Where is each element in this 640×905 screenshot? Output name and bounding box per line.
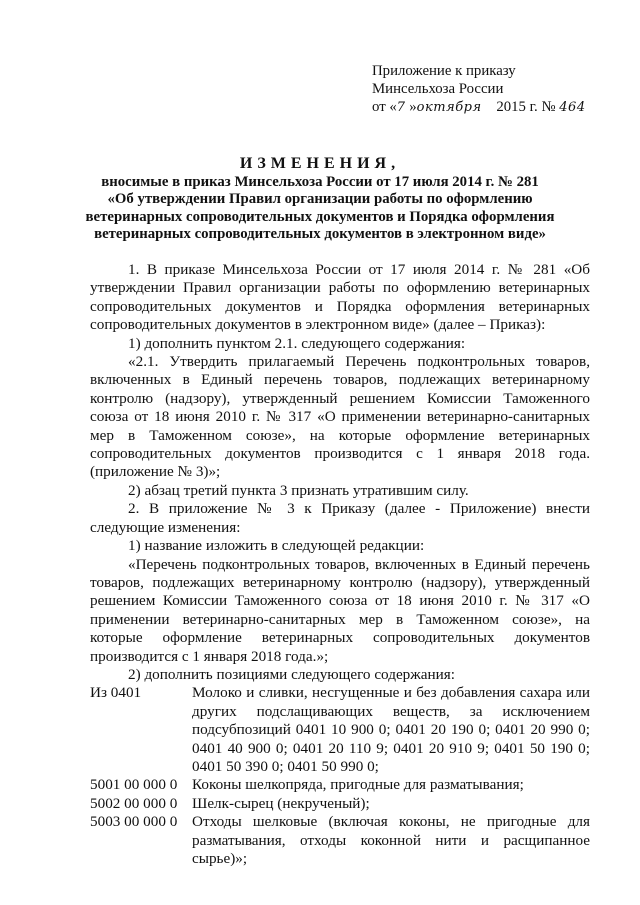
position-row <box>90 795 590 813</box>
heading-title: ИЗМЕНЕНИЯ, <box>239 155 401 172</box>
paragraph-3: «2.1. Утвердить прилагаемый Перечень подконтрольных товаров, включенных в Единый перечень товаров, подлежащих ветеринарному контролю (надзору), утвержденный решением Комиссии Таможенного союза от 18 июня 2010 г. № 317 «О применении ветеринарно-санитарных мер в Таможенном союзе», на которые оформление ветеринарных сопроводительных документов производится с 1 января 2018 года. (приложение № 3)»; <box>90 353 590 481</box>
paragraph-7: «Перечень подконтрольных товаров, включенных в Единый перечень товаров, подлежащих ветеринарному контролю (надзору), утвержденный решением Комиссии Таможенного союза от 18 июня 2010 г. № 317 «О применении ветеринарно-санитарных мер в Таможенном союзе», на которые оформление ветеринарных сопроводительных документов производится с 1 января 2018 года.»; <box>90 555 590 665</box>
annex-line-1: Приложение к приказу <box>372 63 516 79</box>
handwritten-number: 464 <box>559 100 586 115</box>
annex-line-2: Минсельхоза России <box>372 81 504 97</box>
position-code: 5002 00 000 0 <box>90 794 178 812</box>
heading-line-5: ветеринарных сопроводительных документов в электронном виде» <box>94 226 546 243</box>
paragraph-2: 1) дополнить пунктом 2.1. следующего содержания: <box>128 334 466 352</box>
document-heading <box>80 155 560 244</box>
position-description: Коконы шелкопряда, пригодные для разматывания; <box>192 776 524 794</box>
paragraph-6: 1) название изложить в следующей редакции: <box>128 537 425 555</box>
heading-line-2: вносимые в приказ Минсельхоза России от 17 июля 2014 г. № 281 <box>101 173 539 190</box>
heading-line-3: «Об утверждении Правил организации работы по оформлению <box>107 191 533 208</box>
position-code: 5003 00 000 0 <box>90 813 178 831</box>
paragraph-4: 2) абзац третий пункта 3 признать утратившим силу. <box>128 481 469 499</box>
position-description: Отходы шелковые (включая коконы, не пригодные для разматывания, отходы коконной нити и расщипанное сырье)»; <box>192 813 590 867</box>
handwritten-month: октября <box>416 100 482 115</box>
position-row <box>90 813 590 868</box>
annex-date-line <box>372 98 612 117</box>
date-mid: » <box>409 99 417 115</box>
position-code: Из 0401 <box>90 684 142 702</box>
heading-line-4: ветеринарных сопроводительных документов и Порядка оформления <box>85 208 555 225</box>
paragraph-8: 2) дополнить позициями следующего содержания: <box>128 665 455 683</box>
position-row <box>90 776 590 794</box>
position-description: Шелк-сырец (некрученый); <box>192 794 370 812</box>
annex-reference <box>372 62 612 117</box>
date-prefix: от « <box>372 99 397 115</box>
position-description: Молоко и сливки, несгущенные и без добавления сахара или других подслащивающих веществ, за исключением подсубпозиций 0401 10 900 0; 0401 20 190 0; 0401 20 990 0; 0401 40 900 0; 0401 20 110 9; 0401 20 910 9; 0401 50 190 0; 0401 50 390 0; 0401 50 990 0; <box>192 684 590 775</box>
paragraph-5: 2. В приложение № 3 к Приказу (далее - Приложение) внести следующие изменения: <box>90 500 590 536</box>
document-body <box>90 261 590 868</box>
position-row <box>90 684 590 776</box>
paragraph-1: 1. В приказе Минсельхоза России от 17 июля 2014 г. № 281 «Об утверждении Правил организации работы по оформлению ветеринарных сопроводительных документов и Порядка оформления ветеринарных сопроводительных документов в электронном виде» (далее – Приказ): <box>90 261 590 334</box>
position-code: 5001 00 000 0 <box>90 776 178 794</box>
handwritten-day: 7 <box>396 100 406 115</box>
date-year: 2015 г. № <box>496 99 556 115</box>
